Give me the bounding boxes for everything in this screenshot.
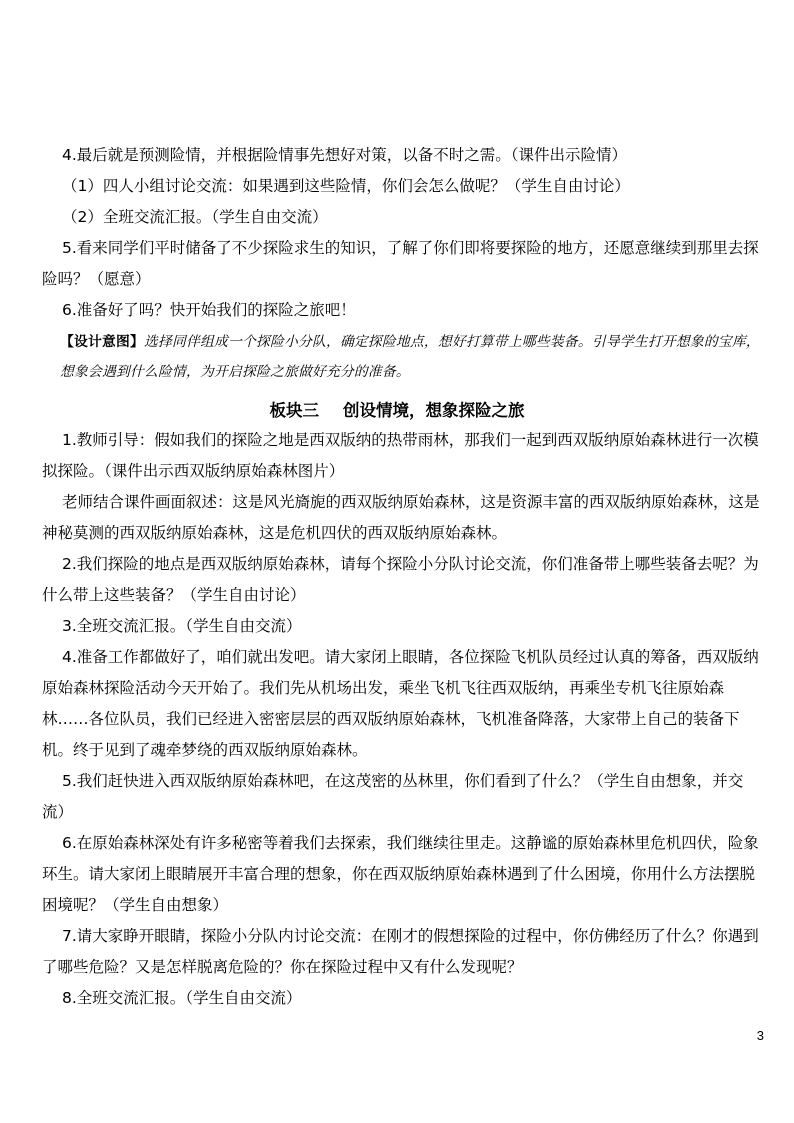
design-intent-label: 【设计意图】 xyxy=(60,334,144,350)
paragraph-teacher-narration: 老师结合课件画面叙述：这是风光旖旎的西双版纳原始森林，这是资源丰富的西双版纳原始森林，这是神秘莫测的西双版纳原始森林，这是危机四伏的西双版纳原始森林。 xyxy=(42,493,760,542)
paragraph-enter-forest: 5.我们赶快进入西双版纳原始森林吧，在这茂密的丛林里，你们看到了什么？（学生自由想象，并交流） xyxy=(42,772,744,821)
section-title: 创设情境，想象探险之旅 xyxy=(343,401,525,420)
paragraph-predict-dangers: 4.最后就是预测险情，并根据险情事先想好对策，以备不时之需。（课件出示险情） xyxy=(62,146,628,164)
paragraph-teacher-guide: 1.教师引导：假如我们的探险之地是西双版纳的热带雨林，那我们一起到西双版纳原始森林进行一次模拟探险。（课件出示西双版纳原始森林图片） xyxy=(42,431,759,480)
paragraph-open-eyes-discussion: 7.请大家睁开眼睛，探险小分队内讨论交流：在刚才的假想探险的过程中，你仿佛经历了什么？你遇到了哪些危险？又是怎样脱离危险的？你在探险过程中又有什么发现呢？ xyxy=(42,927,759,976)
design-intent xyxy=(60,327,760,387)
paragraph-equipment-discussion: 2.我们探险的地点是西双版纳原始森林，请每个探险小分队讨论交流，你们准备带上哪些装备去呢？为什么带上这些装备？（学生自由讨论） xyxy=(42,555,759,604)
paragraph-forest-dangers: 6.在原始森林深处有许多秘密等着我们去探索，我们继续往里走。这静谧的原始森林里危机四伏，险象环生。请大家闭上眼睛展开丰富合理的想象，你在西双版纳原始森林遇到了什么困境，你用什么方法摆脱困境呢？（学生自由想象） xyxy=(42,834,759,914)
page-number: 3 xyxy=(756,1028,764,1043)
design-intent-text: 选择同伴组成一个探险小分队，确定探险地点，想好打算带上哪些装备。引导学生打开想象的宝库，想象会遇到什么险情，为开启探险之旅做好充分的准备。 xyxy=(60,334,760,380)
paragraph-group-discussion: （1）四人小组讨论交流：如果遇到这些险情，你们会怎么做呢？（学生自由讨论） xyxy=(62,177,630,195)
paragraph-class-report-2: 3.全班交流汇报。（学生自由交流） xyxy=(62,617,302,635)
section-label: 板块三 xyxy=(269,401,319,420)
paragraph-class-report-3: 8.全班交流汇报。（学生自由交流） xyxy=(62,989,302,1007)
paragraph-class-report: （2）全班交流汇报。（学生自由交流） xyxy=(62,208,328,226)
section-heading xyxy=(0,397,794,421)
paragraph-departure-narration: 4.准备工作都做好了，咱们就出发吧。请大家闭上眼睛，各位探险飞机队员经过认真的筹备，西双版纳原始森林探险活动今天开始了。我们先从机场出发，乘坐飞机飞往西双版纳，再乘坐专机飞往原始森林……各位队员，我们已经进入密密层层的西双版纳原始森林，飞机准备降落，大家带上自己的装备下机。终于见到了魂牵梦绕的西双版纳原始森林。 xyxy=(42,648,759,759)
paragraph-survival-knowledge: 5.看来同学们平时储备了不少探险求生的知识，了解了你们即将要探险的地方，还愿意继续到那里去探险吗？（愿意） xyxy=(42,239,759,288)
paragraph-ready-to-start: 6.准备好了吗？快开始我们的探险之旅吧！ xyxy=(62,301,356,319)
